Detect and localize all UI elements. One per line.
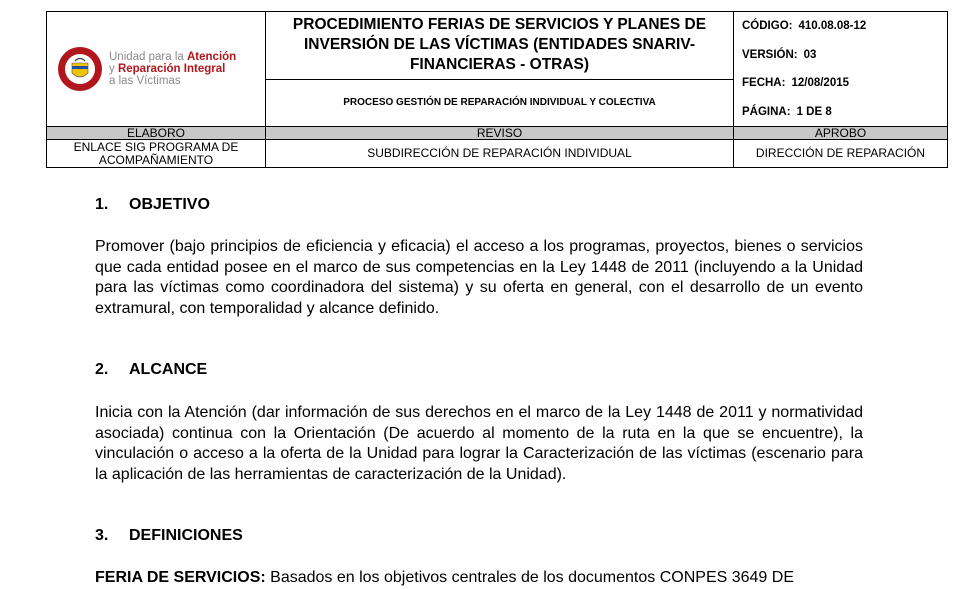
logo-cell [47,12,266,127]
logo-line2-bold: Reparación Integral [117,63,226,75]
definition-term: FERIA DE SERVICIOS: [95,569,266,586]
reviso-label: REVISO [266,127,734,140]
aprobo-value: DIRECCIÓN DE REPARACIÓN [734,140,948,168]
pagina-row: PÁGINA: 1 DE 8 [742,105,832,118]
fecha-row: FECHA: 12/08/2015 [742,77,850,89]
version-row: VERSIÓN: 03 [742,48,817,61]
logo-line2-prefix: y [109,63,118,75]
document-title: PROCEDIMIENTO FERIAS DE SERVICIOS Y PLANES DE INVERSIÓN DE LAS VÍCTIMAS (ENTIDADES SNARIV-FINANCIERAS - OTRAS) [292,16,707,74]
codigo-value: 410.08.08-12 [798,20,867,32]
definition-text: Basados en los objetivos centrales de los documentos CONPES 3649 DE [265,569,794,586]
section-text-alcance: Inicia con la Atención (dar información de sus derechos en el marco de la Ley 1448 de 2011 y normatividad asociada) continua con la Orientación (De acuerdo al momento de la ruta en la que se encuentre), la vinculación o acceso a la oferta de la Unidad para lograr la Caracterización de las víctimas (escenario para la aplicación de las herramientas de caracterización de la Unidad). [95,404,863,483]
version-value: 03 [803,48,817,61]
section-heading-objetivo: 1. OBJETIVO [95,196,210,213]
aprobo-label: APROBO [734,127,948,140]
section-text-objetivo: Promover (bajo principios de eficiencia y eficacia) el acceso a los programas, proyectos, bienes o servicios que cada entidad posee en el marco de sus competencias en la Ley 1448 de 2011 (incluyendo a la Unidad para las víctimas como coordinadora del sistema) y su oferta en general, con el desarrollo de un evento extramural, con temporalidad y alcance definido. [95,238,863,317]
section-heading-alcance: 2. ALCANCE [95,361,208,378]
section-heading-definiciones: 3. DEFINICIONES [95,527,243,544]
institution-logo [47,46,265,92]
logo-line3: a las Víctimas [109,75,181,87]
colombia-seal-icon [57,46,103,92]
document-header [46,11,948,168]
definition-feria-servicios [95,568,863,589]
metadata-cell [734,12,948,127]
codigo-row: CÓDIGO: 410.08.08-12 [742,20,867,32]
logo-line1-prefix: Unidad para la [109,51,187,63]
process-name: PROCESO GESTIÓN DE REPARACIÓN INDIVIDUAL Y COLECTIVA [266,79,734,126]
fecha-value: 12/08/2015 [791,77,850,89]
reviso-value: SUBDIRECCIÓN DE REPARACIÓN INDIVIDUAL [266,140,734,168]
title-cell [266,12,734,80]
pagina-value: 1 DE 8 [796,105,832,118]
logo-line1-bold: Atención [187,51,237,63]
elaboro-label: ELABORO [47,127,266,140]
elaboro-value: ENLACE SIG PROGRAMA DE ACOMPAÑAMIENTO [47,140,266,168]
